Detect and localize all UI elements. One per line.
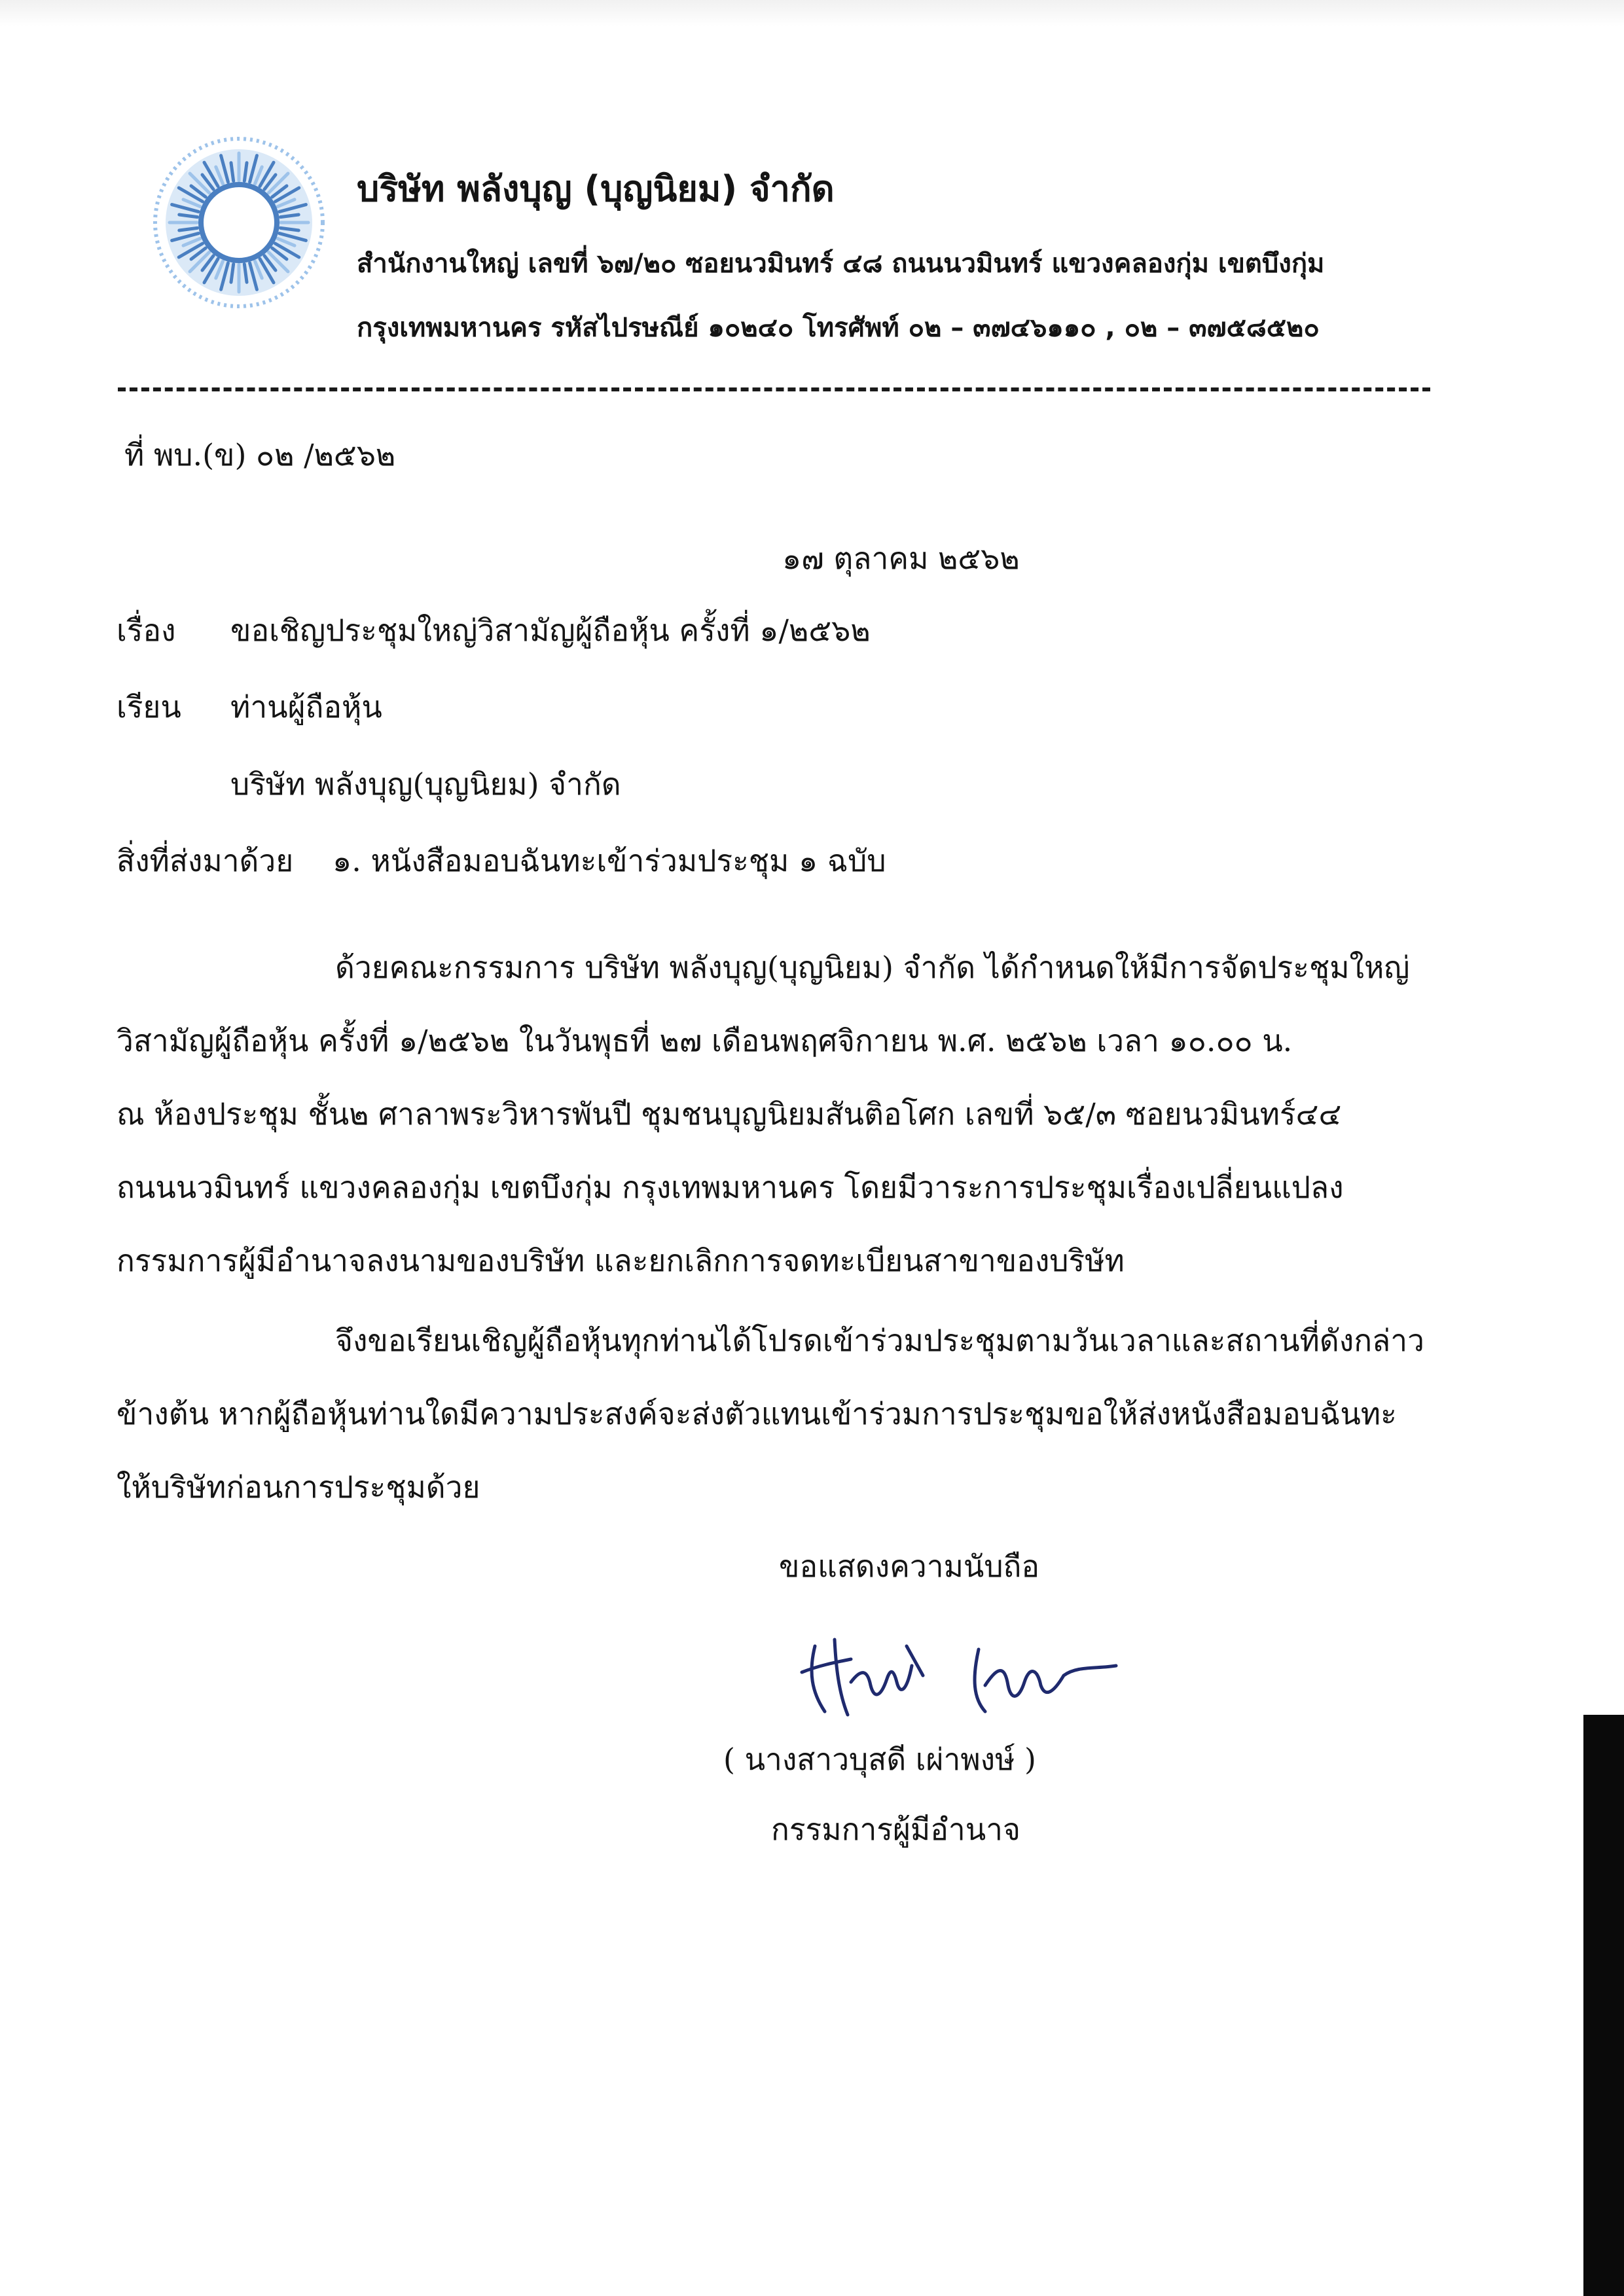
paragraph-2-line-3: ให้บริษัทก่อนการประชุมด้วย bbox=[117, 1469, 480, 1505]
company-logo-icon bbox=[147, 131, 331, 314]
paragraph-2-line-2: ข้างต้น หากผู้ถือหุ้นท่านใดมีความประสงค์จะส่งตัวแทนเข้าร่วมการประชุมขอให้ส่งหนังสือมอบฉันทะ bbox=[117, 1396, 1397, 1431]
enclosure-text: ๑. หนังสือมอบฉันทะเข้าร่วมประชุม ๑ ฉบับ bbox=[333, 843, 886, 878]
company-address-line-1: สำนักงานใหญ่ เลขที่ ๖๗/๒๐ ซอยนวมินทร์ ๔๘ ถนนนวมินทร์ แขวงคลองกุ่ม เขตบึงกุ่ม bbox=[357, 249, 1325, 279]
recipient-label: เรียน bbox=[117, 689, 181, 725]
letterhead-divider bbox=[118, 387, 1430, 391]
paragraph-1-line-3: ณ ห้องประชุม ชั้น๒ ศาลาพระวิหารพันปี ชุมชนบุญนิยมสันติอโศก เลขที่ ๖๕/๓ ซอยนวมินทร์๔๔ bbox=[117, 1096, 1342, 1132]
subject-label: เรื่อง bbox=[117, 613, 176, 648]
recipient-line-2: บริษัท พลังบุญ(บุญนิยม) จำกัด bbox=[230, 766, 621, 802]
paragraph-1-line-4: ถนนนวมินทร์ แขวงคลองกุ่ม เขตบึงกุ่ม กรุงเทพมหานคร โดยมีวาระการประชุมเรื่องเปลี่ยนแปลง bbox=[117, 1170, 1344, 1205]
enclosure-label: สิ่งที่ส่งมาด้วย bbox=[117, 843, 294, 878]
closing-text: ขอแสดงความนับถือ bbox=[779, 1549, 1040, 1584]
handwritten-signature bbox=[789, 1620, 1129, 1725]
scan-shadow-right bbox=[1583, 1715, 1624, 2296]
company-name: บริษัท พลังบุญ (บุญนิยม) จำกัด bbox=[357, 168, 835, 209]
scan-shadow-top bbox=[0, 0, 1624, 26]
signatory-title: กรรมการผู้มีอำนาจ bbox=[771, 1812, 1020, 1847]
paragraph-1-line-2: วิสามัญผู้ถือหุ้น ครั้งที่ ๑/๒๕๖๒ ในวันพุธที่ ๒๗ เดือนพฤศจิกายน พ.ศ. ๒๕๖๒ เวลา ๑๐.๐๐ น. bbox=[117, 1023, 1293, 1058]
paragraph-2-line-1: จึงขอเรียนเชิญผู้ถือหุ้นทุกท่านได้โปรดเข้าร่วมประชุมตามวันเวลาและสถานที่ดังกล่าว bbox=[335, 1323, 1424, 1358]
subject-text: ขอเชิญประชุมใหญ่วิสามัญผู้ถือหุ้น ครั้งที่ ๑/๒๕๖๒ bbox=[230, 613, 871, 648]
paragraph-1-line-1: ด้วยคณะกรรมการ บริษัท พลังบุญ(บุญนิยม) จำกัด ได้กำหนดให้มีการจัดประชุมใหญ่ bbox=[335, 950, 1410, 985]
letter-date: ๑๗ ตุลาคม ๒๕๖๒ bbox=[782, 541, 1020, 576]
company-address-line-2: กรุงเทพมหานคร รหัสไปรษณีย์ ๑๐๒๔๐ โทรศัพท์ ๐๒ – ๓๗๔๖๑๑๐ , ๐๒ – ๓๗๕๘๕๒๐ bbox=[357, 313, 1320, 343]
signatory-name: ( นางสาวบุสดี เผ่าพงษ์ ) bbox=[723, 1742, 1036, 1777]
paragraph-1-line-5: กรรมการผู้มีอำนาจลงนามของบริษัท และยกเลิกการจดทะเบียนสาขาของบริษัท bbox=[117, 1243, 1125, 1278]
reference-number: ที่ พบ.(ข) ๐๒ /๒๕๖๒ bbox=[124, 437, 396, 473]
recipient-line-1: ท่านผู้ถือหุ้น bbox=[230, 689, 382, 725]
